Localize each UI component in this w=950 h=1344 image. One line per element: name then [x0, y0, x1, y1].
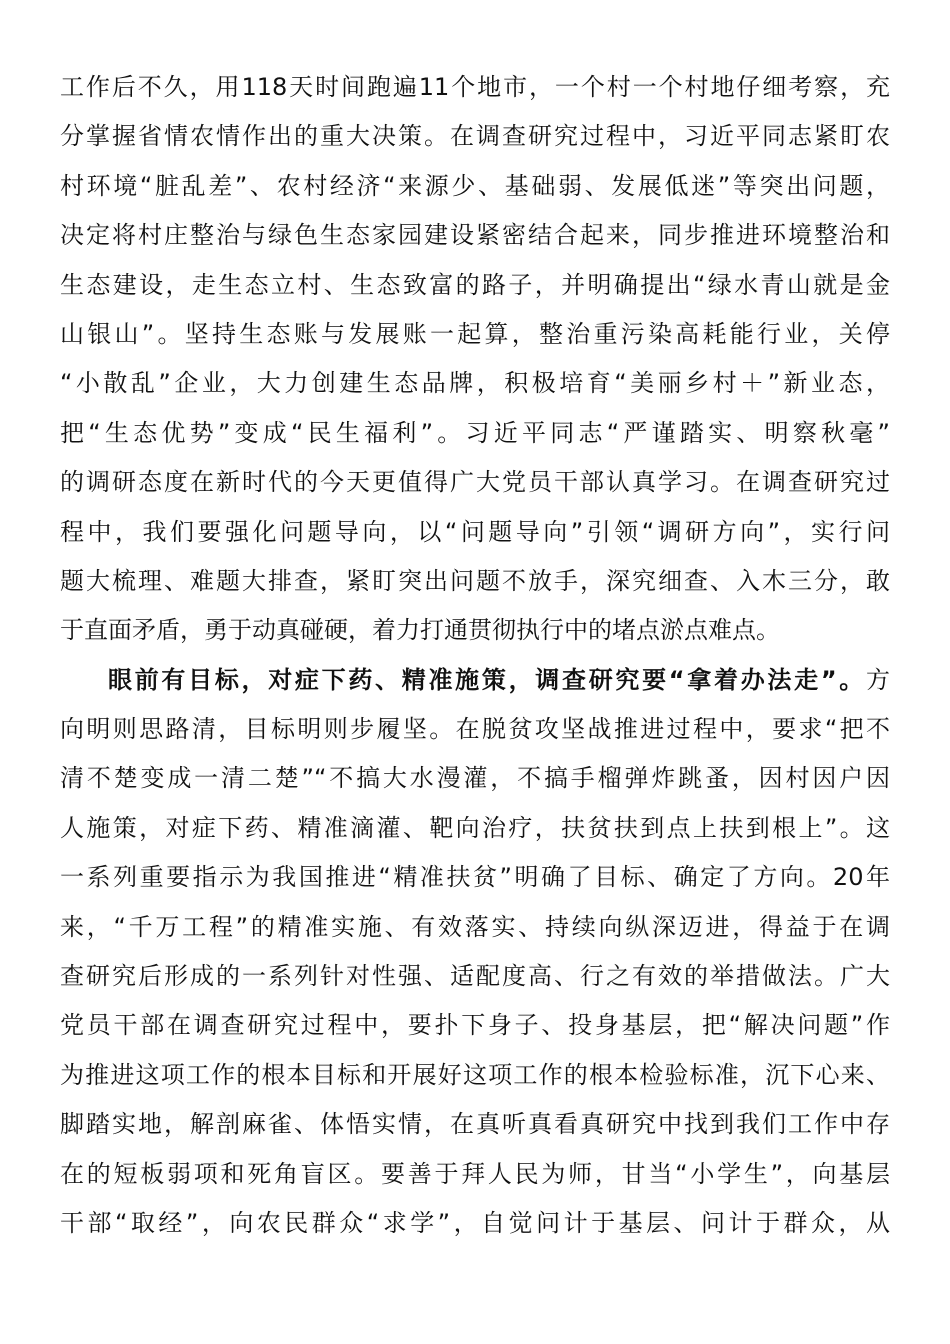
text-line: 来，“千万工程”的精准实施、有效落实、持续向纵深迈进，得益于在调: [60, 912, 890, 941]
text-line: 干部“取经”，向农民群众“求学”，自觉问计于基层、问计于群众，从: [60, 1208, 890, 1237]
paragraph-1: [60, 63, 890, 656]
document-body: [60, 63, 890, 1248]
text-line: 题大梳理、难题大排查，紧盯突出问题不放手，深究细查、入木三分，敢: [60, 566, 890, 595]
text-line: 党员干部在调查研究过程中，要扑下身子、投身基层，把“解决问题”作: [60, 1011, 890, 1040]
text-line: 山银山”。坚持生态账与发展账一起算，整治重污染高耗能行业，关停: [60, 319, 890, 348]
text-line: 的调研态度在新时代的今天更值得广大党员干部认真学习。在调查研究过: [60, 468, 890, 497]
text-line: 在的短板弱项和死角盲区。要善于拜人民为师，甘当“小学生”，向基层: [60, 1159, 890, 1188]
text-line: 生态建设，走生态立村、生态致富的路子，并明确提出“绿水青山就是金: [60, 270, 890, 299]
paragraph-2-first-line: [60, 656, 890, 705]
paragraph-heading: 眼前有目标，对症下药、精准施策，调查研究要“拿着办法走”。: [108, 665, 866, 694]
text-line: 程中，我们要强化问题导向，以“问题导向”引领“调研方向”，实行问: [60, 517, 890, 546]
text-line: 工作后不久，用118天时间跑遍11个地市，一个村一个村地仔细考察，充: [60, 73, 890, 101]
text-line: 一系列重要指示为我国推进“精准扶贫”明确了目标、确定了方向。20年: [60, 863, 890, 892]
text-line: 决定将村庄整治与绿色生态家园建设紧密结合起来，同步推进环境整治和: [60, 221, 890, 250]
text-line: 脚踏实地，解剖麻雀、体悟实情，在真听真看真研究中找到我们工作中存: [60, 1110, 890, 1139]
text-line: “小散乱”企业，大力创建生态品牌，积极培育“美丽乡村＋”新业态，: [60, 369, 890, 398]
text-line: 于直面矛盾，勇于动真碰硬，着力打通贯彻执行中的堵点淤点难点。: [60, 616, 780, 645]
text-line: 人施策，对症下药、精准滴灌、靶向治疗，扶贫扶到点上扶到根上”。这: [60, 813, 890, 842]
text-line: 向明则思路清，目标明则步履坚。在脱贫攻坚战推进过程中，要求“把不: [60, 715, 890, 744]
text-line: 为推进这项工作的根本目标和开展好这项工作的根本检验标准，沉下心来、: [60, 1060, 890, 1089]
paragraph-2: [60, 656, 890, 1249]
text-line: 查研究后形成的一系列针对性强、适配度高、行之有效的举措做法。广大: [60, 962, 890, 991]
text-line: 分掌握省情农情作出的重大决策。在调查研究过程中，习近平同志紧盯农: [60, 122, 890, 151]
text-line: 清不楚变成一清二楚”“不搞大水漫灌，不搞手榴弹炸跳蚤，因村因户因: [60, 764, 890, 793]
text-line: 村环境“脏乱差”、农村经济“来源少、基础弱、发展低迷”等突出问题，: [60, 171, 890, 200]
text-line: 把“生态优势”变成“民生福利”。习近平同志“严谨踏实、明察秋毫”: [60, 418, 890, 447]
paragraph-heading-tail: 方: [866, 665, 890, 694]
